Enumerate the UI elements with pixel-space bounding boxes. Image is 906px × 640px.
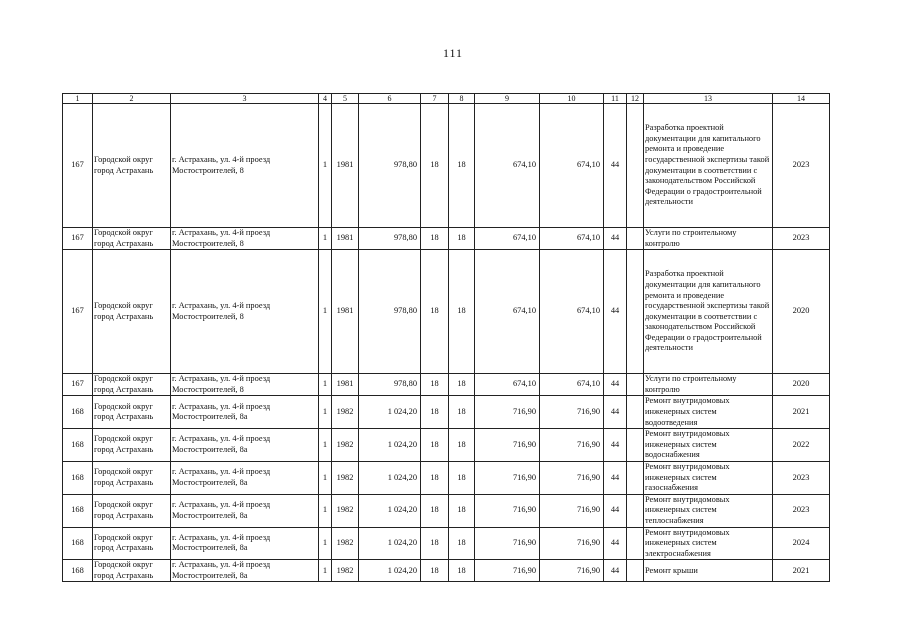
work-type-cell: Услуги по строительному контролю <box>644 228 773 250</box>
tariff-cell: 44 <box>604 228 627 250</box>
column-header: 5 <box>332 94 359 104</box>
municipality-cell: Городской округ город Астрахань <box>93 494 171 527</box>
object-id-cell: 167 <box>63 374 93 396</box>
total-area-cell: 1 024,20 <box>359 429 421 462</box>
tariff-cell: 44 <box>604 396 627 429</box>
tariff-cell: 44 <box>604 374 627 396</box>
area-owned-cell: 716,90 <box>540 396 604 429</box>
column-header: 12 <box>627 94 644 104</box>
total-area-cell: 1 024,20 <box>359 560 421 582</box>
column-header: 10 <box>540 94 604 104</box>
residents-cell: 18 <box>449 104 475 228</box>
total-area-cell: 978,80 <box>359 374 421 396</box>
apartments-cell: 18 <box>421 374 449 396</box>
object-id-cell: 168 <box>63 429 93 462</box>
living-area-cell: 674,10 <box>475 228 540 250</box>
municipality-cell: Городской округ город Астрахань <box>93 527 171 560</box>
column-header: 6 <box>359 94 421 104</box>
municipality-cell: Городской округ город Астрахань <box>93 396 171 429</box>
total-area-cell: 1 024,20 <box>359 396 421 429</box>
living-area-cell: 674,10 <box>475 250 540 374</box>
residents-cell: 18 <box>449 429 475 462</box>
table-row <box>63 250 830 374</box>
work-type-cell: Ремонт крыши <box>644 560 773 582</box>
year-cell: 1982 <box>332 560 359 582</box>
tariff-cell: 44 <box>604 104 627 228</box>
address-cell: г. Астрахань, ул. 4-й проезд Мостостроителей, 8а <box>171 461 319 494</box>
address-cell: г. Астрахань, ул. 4-й проезд Мостостроителей, 8 <box>171 104 319 228</box>
empty-cell <box>627 494 644 527</box>
tariff-cell: 44 <box>604 527 627 560</box>
residents-cell: 18 <box>449 228 475 250</box>
municipality-cell: Городской округ город Астрахань <box>93 250 171 374</box>
table-row <box>63 461 830 494</box>
column-header: 2 <box>93 94 171 104</box>
column-header: 1 <box>63 94 93 104</box>
planned-year-cell: 2021 <box>773 560 830 582</box>
municipality-cell: Городской округ город Астрахань <box>93 560 171 582</box>
column-number-row <box>63 94 830 104</box>
empty-cell <box>627 396 644 429</box>
entrances-cell: 1 <box>319 527 332 560</box>
table-row <box>63 374 830 396</box>
object-id-cell: 168 <box>63 560 93 582</box>
entrances-cell: 1 <box>319 104 332 228</box>
year-cell: 1982 <box>332 429 359 462</box>
municipality-cell: Городской округ город Астрахань <box>93 461 171 494</box>
address-cell: г. Астрахань, ул. 4-й проезд Мостостроителей, 8 <box>171 250 319 374</box>
total-area-cell: 978,80 <box>359 228 421 250</box>
total-area-cell: 1 024,20 <box>359 527 421 560</box>
empty-cell <box>627 104 644 228</box>
total-area-cell: 978,80 <box>359 104 421 228</box>
area-owned-cell: 674,10 <box>540 374 604 396</box>
column-header: 7 <box>421 94 449 104</box>
planned-year-cell: 2023 <box>773 494 830 527</box>
apartments-cell: 18 <box>421 104 449 228</box>
apartments-cell: 18 <box>421 429 449 462</box>
empty-cell <box>627 429 644 462</box>
object-id-cell: 167 <box>63 250 93 374</box>
area-owned-cell: 674,10 <box>540 104 604 228</box>
year-cell: 1981 <box>332 250 359 374</box>
planned-year-cell: 2021 <box>773 396 830 429</box>
area-owned-cell: 716,90 <box>540 494 604 527</box>
area-owned-cell: 716,90 <box>540 461 604 494</box>
address-cell: г. Астрахань, ул. 4-й проезд Мостостроителей, 8а <box>171 560 319 582</box>
tariff-cell: 44 <box>604 560 627 582</box>
work-type-cell: Ремонт внутридомовых инженерных систем водоснабжения <box>644 429 773 462</box>
registry-table <box>62 93 830 582</box>
object-id-cell: 168 <box>63 527 93 560</box>
tariff-cell: 44 <box>604 429 627 462</box>
column-header: 13 <box>644 94 773 104</box>
column-header: 4 <box>319 94 332 104</box>
living-area-cell: 716,90 <box>475 396 540 429</box>
apartments-cell: 18 <box>421 250 449 374</box>
apartments-cell: 18 <box>421 461 449 494</box>
area-owned-cell: 716,90 <box>540 429 604 462</box>
address-cell: г. Астрахань, ул. 4-й проезд Мостостроителей, 8 <box>171 374 319 396</box>
living-area-cell: 674,10 <box>475 104 540 228</box>
column-header: 8 <box>449 94 475 104</box>
residents-cell: 18 <box>449 250 475 374</box>
municipality-cell: Городской округ город Астрахань <box>93 374 171 396</box>
work-type-cell: Ремонт внутридомовых инженерных систем газоснабжения <box>644 461 773 494</box>
area-owned-cell: 674,10 <box>540 228 604 250</box>
work-type-cell: Ремонт внутридомовых инженерных систем теплоснабжения <box>644 494 773 527</box>
residents-cell: 18 <box>449 560 475 582</box>
work-type-cell: Разработка проектной документации для капитального ремонта и проведение государственной экспертизы такой документации в соответствии с законодательством Российской Федерации о градостроительной деятельности <box>644 104 773 228</box>
area-owned-cell: 716,90 <box>540 560 604 582</box>
empty-cell <box>627 461 644 494</box>
residents-cell: 18 <box>449 494 475 527</box>
empty-cell <box>627 228 644 250</box>
object-id-cell: 168 <box>63 461 93 494</box>
table-row <box>63 429 830 462</box>
planned-year-cell: 2023 <box>773 228 830 250</box>
entrances-cell: 1 <box>319 396 332 429</box>
table-row <box>63 560 830 582</box>
empty-cell <box>627 250 644 374</box>
work-type-cell: Разработка проектной документации для капитального ремонта и проведение государственной экспертизы такой документации в соответствии с законодательством Российской Федерации о градостроительной деятельности <box>644 250 773 374</box>
address-cell: г. Астрахань, ул. 4-й проезд Мостостроителей, 8а <box>171 494 319 527</box>
entrances-cell: 1 <box>319 461 332 494</box>
table-row <box>63 396 830 429</box>
table-row <box>63 104 830 228</box>
residents-cell: 18 <box>449 527 475 560</box>
living-area-cell: 716,90 <box>475 560 540 582</box>
address-cell: г. Астрахань, ул. 4-й проезд Мостостроителей, 8а <box>171 527 319 560</box>
living-area-cell: 716,90 <box>475 494 540 527</box>
planned-year-cell: 2020 <box>773 250 830 374</box>
planned-year-cell: 2023 <box>773 461 830 494</box>
entrances-cell: 1 <box>319 494 332 527</box>
tariff-cell: 44 <box>604 461 627 494</box>
page-number: 111 <box>442 46 464 60</box>
tariff-cell: 44 <box>604 494 627 527</box>
area-owned-cell: 674,10 <box>540 250 604 374</box>
year-cell: 1981 <box>332 104 359 228</box>
planned-year-cell: 2023 <box>773 104 830 228</box>
entrances-cell: 1 <box>319 374 332 396</box>
municipality-cell: Городской округ город Астрахань <box>93 228 171 250</box>
municipality-cell: Городской округ город Астрахань <box>93 429 171 462</box>
apartments-cell: 18 <box>421 494 449 527</box>
empty-cell <box>627 374 644 396</box>
apartments-cell: 18 <box>421 560 449 582</box>
planned-year-cell: 2022 <box>773 429 830 462</box>
column-header: 9 <box>475 94 540 104</box>
residents-cell: 18 <box>449 461 475 494</box>
year-cell: 1982 <box>332 494 359 527</box>
living-area-cell: 674,10 <box>475 374 540 396</box>
work-type-cell: Ремонт внутридомовых инженерных систем водоотведения <box>644 396 773 429</box>
work-type-cell: Ремонт внутридомовых инженерных систем электроснабжения <box>644 527 773 560</box>
tariff-cell: 44 <box>604 250 627 374</box>
entrances-cell: 1 <box>319 560 332 582</box>
year-cell: 1982 <box>332 396 359 429</box>
table-row <box>63 494 830 527</box>
entrances-cell: 1 <box>319 429 332 462</box>
column-header: 3 <box>171 94 319 104</box>
empty-cell <box>627 527 644 560</box>
apartments-cell: 18 <box>421 228 449 250</box>
year-cell: 1982 <box>332 527 359 560</box>
table-body <box>63 94 830 582</box>
empty-cell <box>627 560 644 582</box>
address-cell: г. Астрахань, ул. 4-й проезд Мостостроителей, 8 <box>171 228 319 250</box>
column-header: 11 <box>604 94 627 104</box>
residents-cell: 18 <box>449 396 475 429</box>
year-cell: 1981 <box>332 228 359 250</box>
entrances-cell: 1 <box>319 250 332 374</box>
address-cell: г. Астрахань, ул. 4-й проезд Мостостроителей, 8а <box>171 429 319 462</box>
object-id-cell: 168 <box>63 494 93 527</box>
table-row <box>63 228 830 250</box>
column-header: 14 <box>773 94 830 104</box>
object-id-cell: 167 <box>63 104 93 228</box>
total-area-cell: 978,80 <box>359 250 421 374</box>
living-area-cell: 716,90 <box>475 461 540 494</box>
object-id-cell: 168 <box>63 396 93 429</box>
year-cell: 1981 <box>332 374 359 396</box>
object-id-cell: 167 <box>63 228 93 250</box>
living-area-cell: 716,90 <box>475 429 540 462</box>
apartments-cell: 18 <box>421 396 449 429</box>
apartments-cell: 18 <box>421 527 449 560</box>
total-area-cell: 1 024,20 <box>359 461 421 494</box>
planned-year-cell: 2020 <box>773 374 830 396</box>
planned-year-cell: 2024 <box>773 527 830 560</box>
address-cell: г. Астрахань, ул. 4-й проезд Мостостроителей, 8а <box>171 396 319 429</box>
year-cell: 1982 <box>332 461 359 494</box>
entrances-cell: 1 <box>319 228 332 250</box>
work-type-cell: Услуги по строительному контролю <box>644 374 773 396</box>
municipality-cell: Городской округ город Астрахань <box>93 104 171 228</box>
area-owned-cell: 716,90 <box>540 527 604 560</box>
residents-cell: 18 <box>449 374 475 396</box>
living-area-cell: 716,90 <box>475 527 540 560</box>
table-row <box>63 527 830 560</box>
total-area-cell: 1 024,20 <box>359 494 421 527</box>
